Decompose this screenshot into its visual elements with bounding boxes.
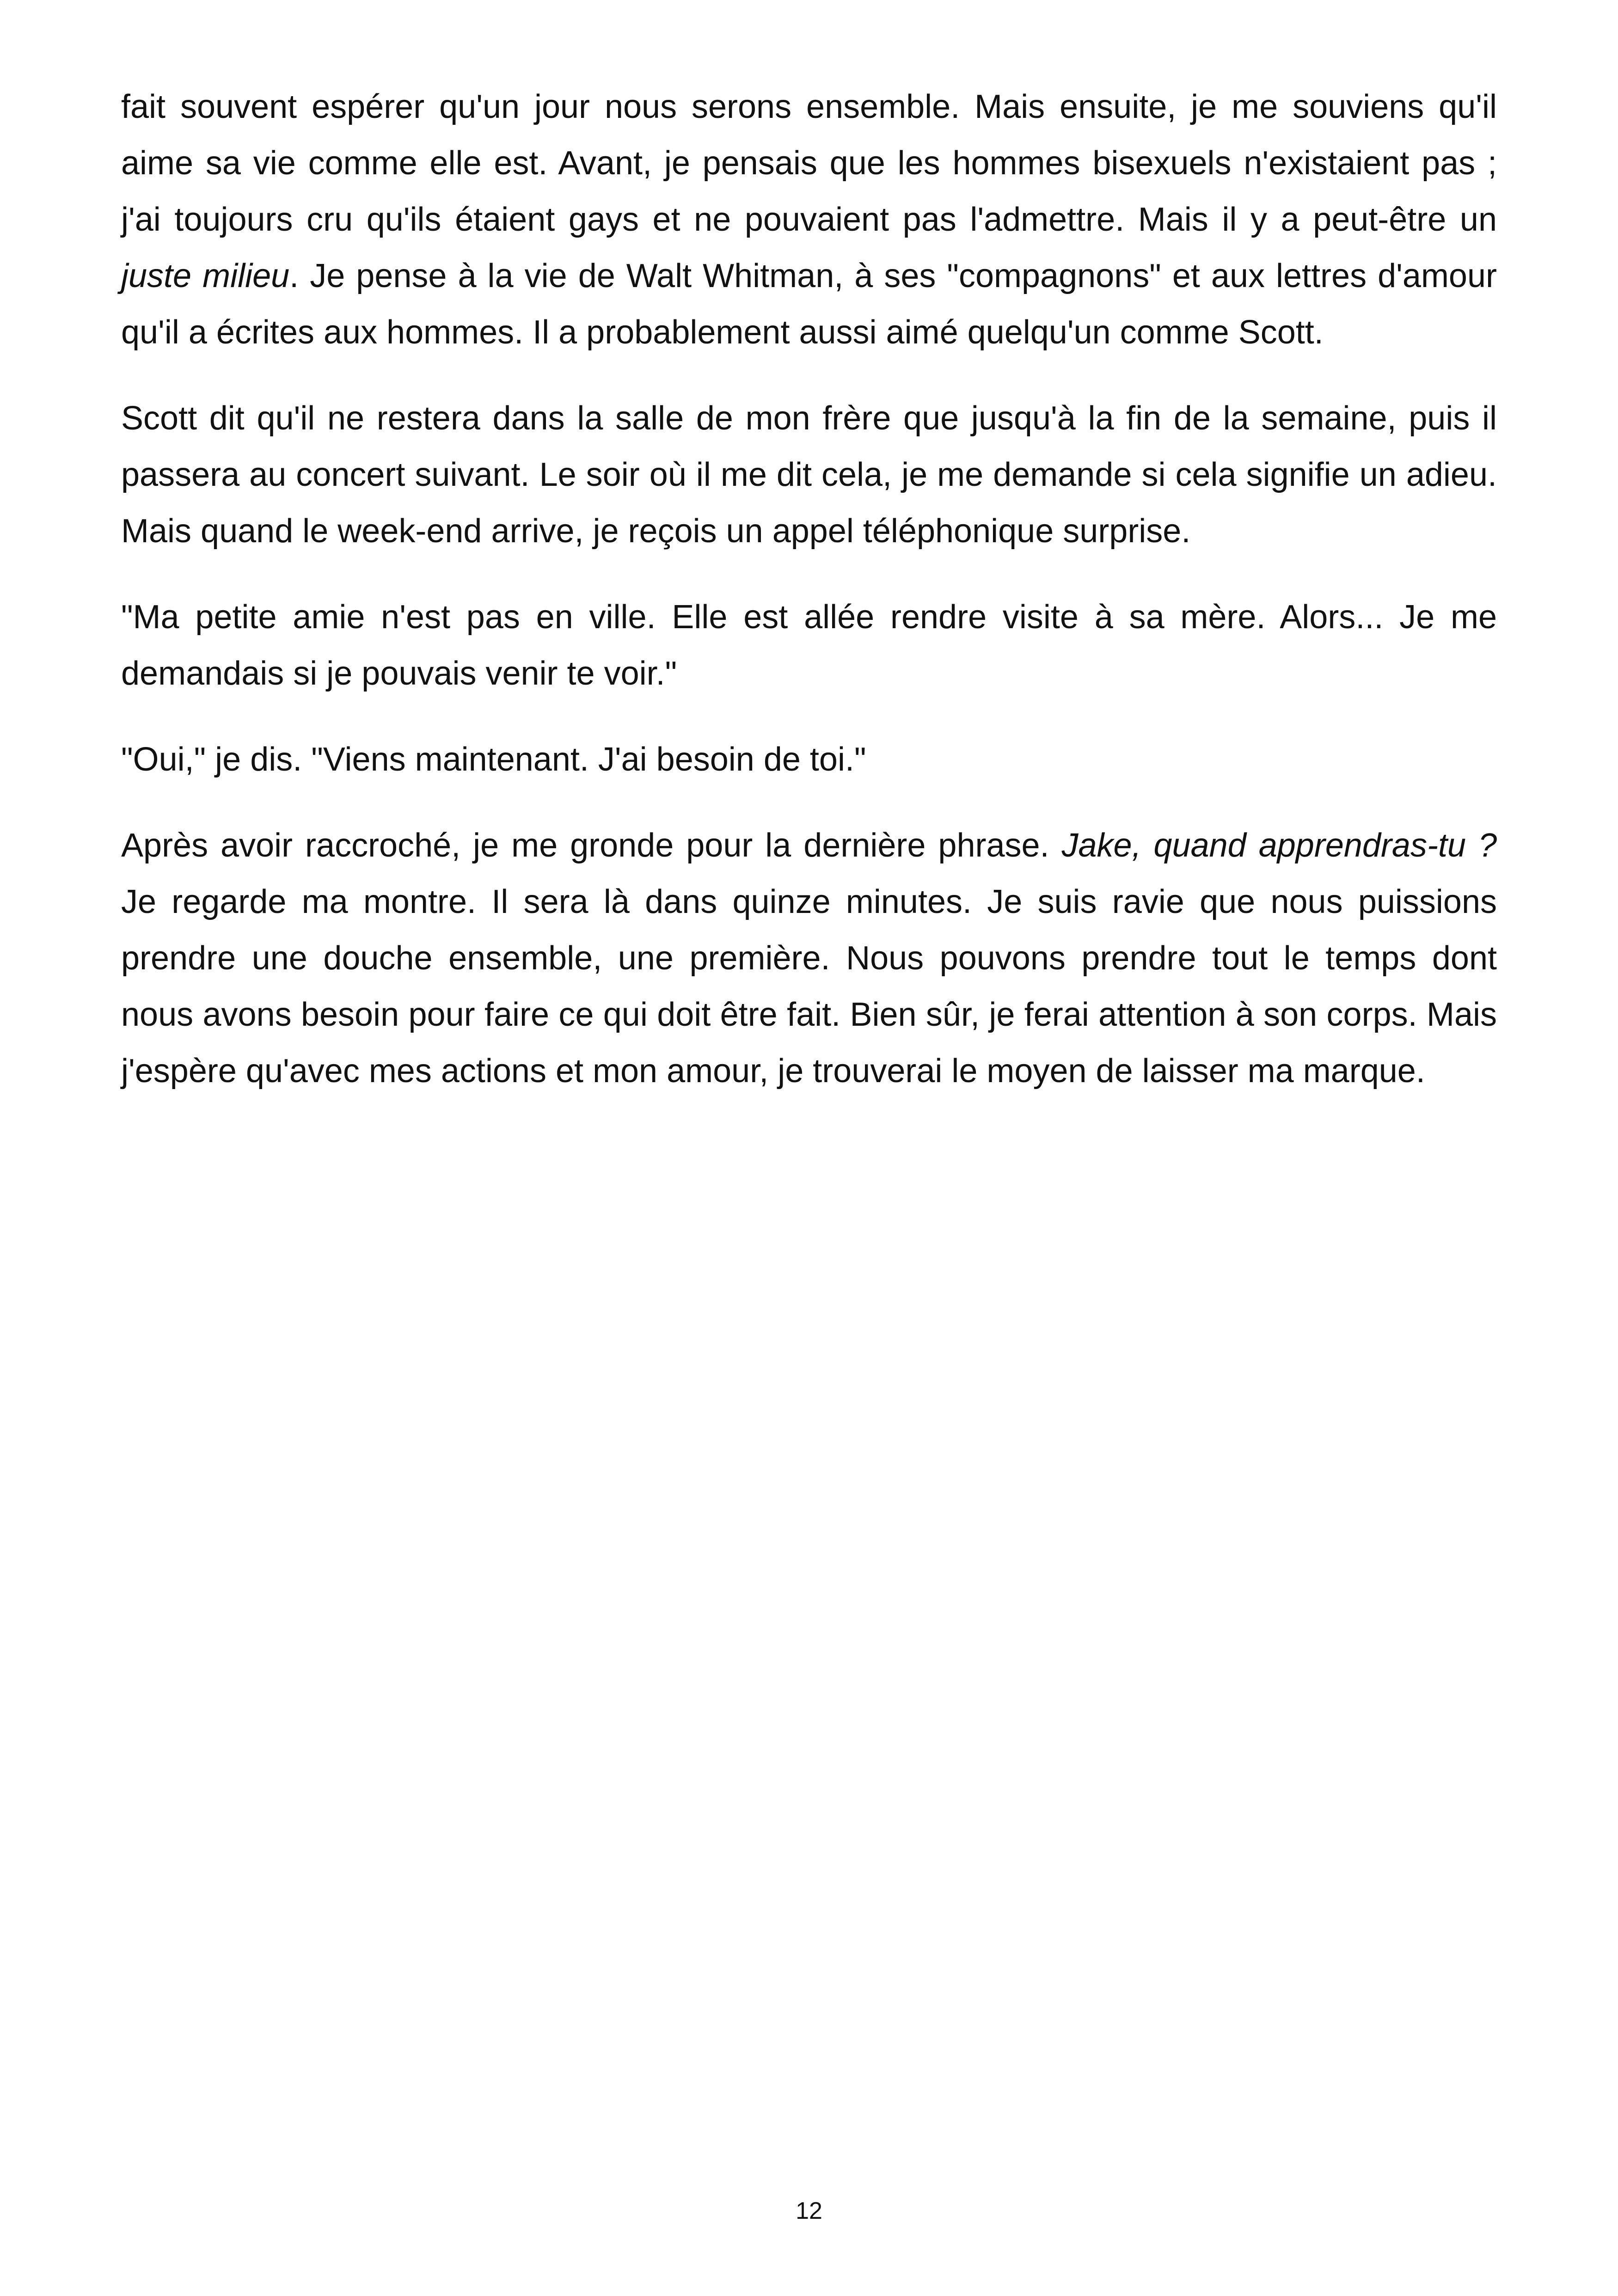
paragraph-1 bbox=[121, 79, 1497, 361]
paragraph-5-italic-phrase: Jake, quand apprendras-tu ? bbox=[1061, 827, 1497, 864]
paragraph-4-text: "Oui," je dis. "Viens maintenant. J'ai besoin de toi." bbox=[121, 741, 866, 778]
paragraph-5 bbox=[121, 817, 1497, 1099]
page-number: 12 bbox=[796, 2198, 822, 2224]
paragraph-2-text: Scott dit qu'il ne restera dans la salle de mon frère que jusqu'à la fin de la semaine, puis il passera au concert suivant. Le soir où il me dit cela, je me demande si cela signifie un adieu. Mais quand le week-end arrive, je reçois un appel téléphonique surprise. bbox=[121, 400, 1497, 550]
paragraph-5-text-1: Après avoir raccroché, je me gronde pour la dernière phrase. bbox=[121, 827, 1062, 864]
paragraph-1-text-1: fait souvent espérer qu'un jour nous serons ensemble. Mais ensuite, je me souviens qu'il aime sa vie comme elle est. Avant, je pensais que les hommes bisexuels n'existaient pas ; j'ai toujours cru qu'ils étaient gays et ne pouvaient pas l'admettre. Mais il y a peut-être un bbox=[121, 88, 1497, 238]
paragraph-1-italic-phrase: juste milieu bbox=[121, 257, 290, 294]
paragraph-3 bbox=[121, 589, 1497, 702]
paragraph-5-text-2: Je regarde ma montre. Il sera là dans quinze minutes. Je suis ravie que nous puissions prendre une douche ensemble, une première. Nous pouvons prendre tout le temps dont nous avons besoin pour faire ce qui doit être fait. Bien sûr, je ferai attention à son corps. Mais j'espère qu'avec mes actions et mon amour, je trouverai le moyen de laisser ma marque. bbox=[121, 883, 1497, 1090]
body-text bbox=[121, 79, 1497, 1129]
paragraph-2 bbox=[121, 390, 1497, 559]
paragraph-3-text: "Ma petite amie n'est pas en ville. Elle est allée rendre visite à sa mère. Alors... Je me demandais si je pouvais venir te voir." bbox=[121, 599, 1497, 692]
paragraph-1-text-2: . Je pense à la vie de Walt Whitman, à ses "compagnons" et aux lettres d'amour qu'il a écrites aux hommes. Il a probablement aussi aimé quelqu'un comme Scott. bbox=[121, 257, 1497, 351]
paragraph-4 bbox=[121, 731, 1497, 788]
